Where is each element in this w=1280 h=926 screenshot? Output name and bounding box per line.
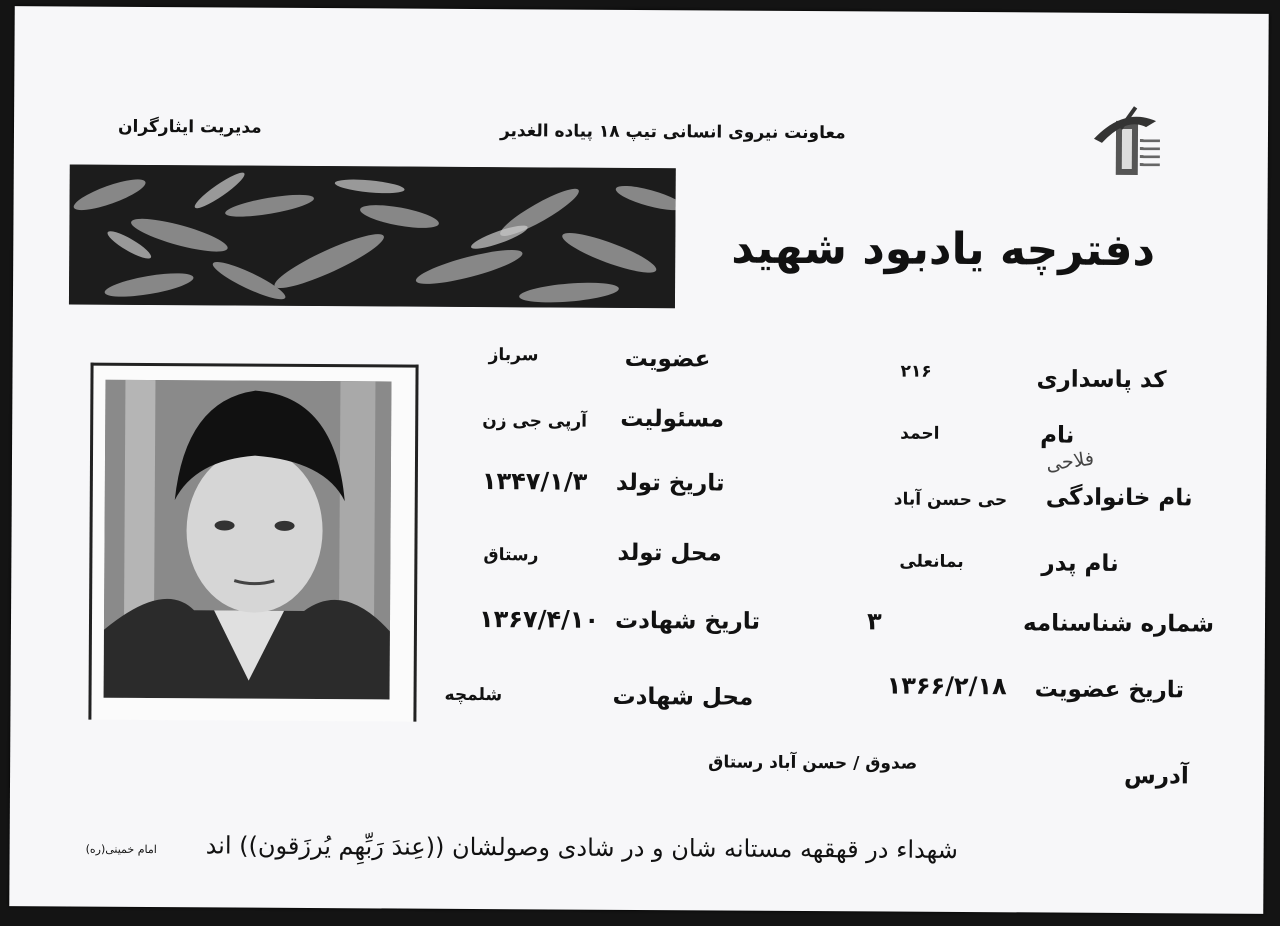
martyrdom-place-label: محل شهادت bbox=[612, 683, 754, 711]
banner-image bbox=[69, 165, 676, 309]
division-name: معاونت نیروی انسانی تیپ ۱۸ پیاده الغدیر bbox=[499, 121, 846, 144]
martyrdom-date-value: ۱۳۶۷/۴/۱۰ bbox=[478, 605, 600, 634]
join-date-value: ۱۳۶۶/۲/۱۸ bbox=[886, 671, 1007, 701]
footer-quote: شهداء در قهقهه مستانه شان و در شادی وصولشان ((عِندَ رَبِّهِم یُرزَقون)) اند bbox=[205, 831, 958, 864]
photo-frame bbox=[88, 363, 418, 722]
membership-value: سرباز bbox=[488, 345, 539, 366]
department-name: مدیریت ایثارگران bbox=[117, 116, 262, 138]
memorial-booklet-page bbox=[9, 6, 1268, 914]
address-label: آدرس bbox=[1123, 762, 1189, 790]
code-label: کد پاسداری bbox=[1036, 366, 1167, 394]
membership-label: عضویت bbox=[624, 345, 711, 373]
code-value: ۲۱۶ bbox=[900, 361, 932, 382]
birth-place-label: محل تولد bbox=[617, 539, 722, 567]
quote-attribution: امام خمینی(ره) bbox=[85, 842, 157, 857]
father-label: نام پدر bbox=[1041, 550, 1119, 577]
responsibility-value: آرپی جی زن bbox=[482, 411, 588, 432]
irgc-emblem-icon bbox=[1086, 99, 1165, 185]
martyr-photo bbox=[104, 380, 392, 700]
family-label: نام خانوادگی bbox=[1045, 484, 1193, 512]
family-value: حی حسن آباد bbox=[893, 489, 1008, 511]
name-value: احمد bbox=[900, 423, 940, 444]
page-title: دفترچه یادبود شهید bbox=[731, 222, 1156, 277]
responsibility-label: مسئولیت bbox=[620, 405, 725, 433]
birth-date-value: ۱۳۴۷/۱/۳ bbox=[481, 467, 588, 496]
id-number-label: شماره شناسنامه bbox=[1022, 610, 1215, 638]
address-value: صدوق / حسن آباد رستاق bbox=[708, 752, 918, 774]
join-date-label: تاریخ عضویت bbox=[1034, 676, 1185, 704]
name-label: نام bbox=[1040, 422, 1075, 449]
birth-place-value: رستاق bbox=[483, 545, 539, 566]
birth-date-label: تاریخ تولد bbox=[615, 469, 725, 497]
martyrdom-place-value: شلمچه bbox=[444, 684, 503, 706]
family-handwritten-note: فلاحی bbox=[1044, 447, 1096, 476]
id-number-value: ۳ bbox=[866, 607, 882, 636]
father-value: بمانعلی bbox=[899, 551, 964, 572]
martyrdom-date-label: تاریخ شهادت bbox=[614, 607, 761, 635]
